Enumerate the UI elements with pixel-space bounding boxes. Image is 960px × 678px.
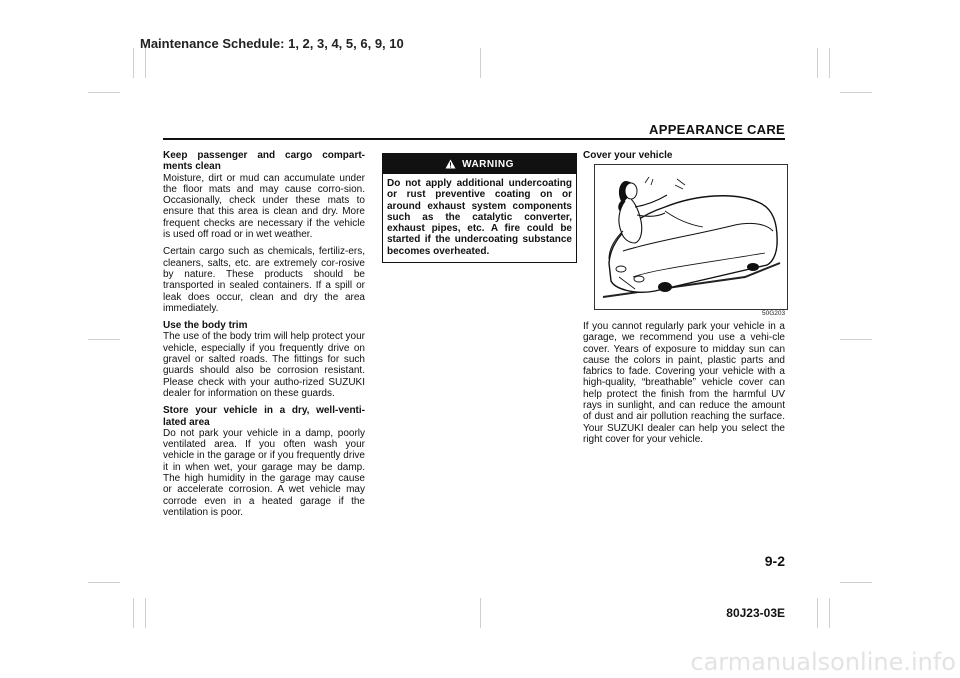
- page-number: 9-2: [764, 553, 785, 569]
- car-cover-illustration: [594, 164, 788, 310]
- crop-mark: [145, 48, 146, 78]
- left-column: [163, 150, 365, 524]
- crop-mark: [133, 598, 134, 628]
- section-heading: Store your vehicle in a dry, well-venti-lated area: [163, 405, 365, 428]
- crop-mark: [840, 339, 872, 340]
- crop-mark: [133, 48, 134, 78]
- body-paragraph: Certain cargo such as chemicals, fertiliz-ers, cleaners, salts, etc. are extremely cor-rosive by nature. These products should be transported in sealed containers. If a spill or leak does occur, clean and dry the area immediately.: [163, 246, 365, 314]
- watermark-text: carmanualsonline.info: [690, 648, 956, 676]
- section-clean-compartments: [163, 150, 365, 240]
- crop-mark: [88, 582, 120, 583]
- body-paragraph: Moisture, dirt or mud can accumulate under the floor mats and may cause corro-sion. Occasionally, check under these mats to ensure that this area is clean and dry. More frequent checks are necessary if the vehicle is used off road or in wet weather.: [163, 172, 365, 241]
- section-dry-storage: [163, 405, 365, 518]
- warning-text: Do not apply additional undercoating or rust preventive coating on or around exhaust system components such as the catalytic converter, exhaust pipes, etc. A fire could be started if the undercoating substance becomes overheated.: [387, 178, 572, 257]
- crop-mark: [480, 598, 481, 628]
- body-paragraph-block: [163, 246, 365, 314]
- body-paragraph: The use of the body trim will help protect your vehicle, especially if you frequently drive on gravel or salted roads. The fittings for such guards should also be corrosion resistant. Please check with your autho-rized SUZUKI dealer for information on these guards.: [163, 331, 365, 399]
- warning-label: WARNING: [462, 158, 514, 170]
- section-title: APPEARANCE CARE: [649, 122, 785, 137]
- illustration-code: 50G203: [762, 310, 786, 317]
- crop-mark: [817, 598, 818, 628]
- header-divider: [163, 138, 785, 140]
- right-column-text: [583, 321, 785, 451]
- crop-mark: [829, 48, 830, 78]
- section-body-trim: [163, 320, 365, 399]
- body-paragraph: If you cannot regularly park your vehicle in a garage, we recommend you use a vehi-cle cover. Years of exposure to midday sun can cause the colors in paint, plastic parts and fabrics to fade. Covering your vehicle with a high-quality, “breathable” vehicle cover can help protect the finish from the harmful UV rays in sunlight, and can reduce the amount of dust and air pollution reaching the surface. Your SUZUKI dealer can help you select the right cover for your vehicle.: [583, 321, 785, 445]
- crop-mark: [840, 582, 872, 583]
- car-cover-drawing: [595, 165, 787, 309]
- crop-mark: [480, 48, 481, 78]
- crop-mark: [829, 598, 830, 628]
- section-heading: Cover your vehicle: [583, 150, 673, 161]
- warning-triangle-icon: [445, 159, 456, 169]
- section-heading: Use the body trim: [163, 320, 248, 332]
- section-heading: Keep passenger and cargo compart-ments clean: [163, 150, 365, 173]
- crop-mark: [817, 48, 818, 78]
- crop-mark: [145, 598, 146, 628]
- crop-mark: [88, 92, 120, 93]
- warning-box: [382, 153, 577, 263]
- warning-header: [383, 154, 576, 174]
- body-paragraph: Do not park your vehicle in a damp, poorly ventilated area. If you often wash your vehicle in the garage or if you frequently drive it in when wet, your garage may be damp. The high humidity in the garage may cause or accelerate corrosion. A wet vehicle may corrode even in a heated garage if the ventilation is poor.: [163, 427, 365, 518]
- document-code: 80J23-03E: [726, 606, 785, 620]
- maintenance-schedule-title: Maintenance Schedule: 1, 2, 3, 4, 5, 6, 9, 10: [140, 36, 404, 51]
- crop-mark: [88, 339, 120, 340]
- crop-mark: [840, 92, 872, 93]
